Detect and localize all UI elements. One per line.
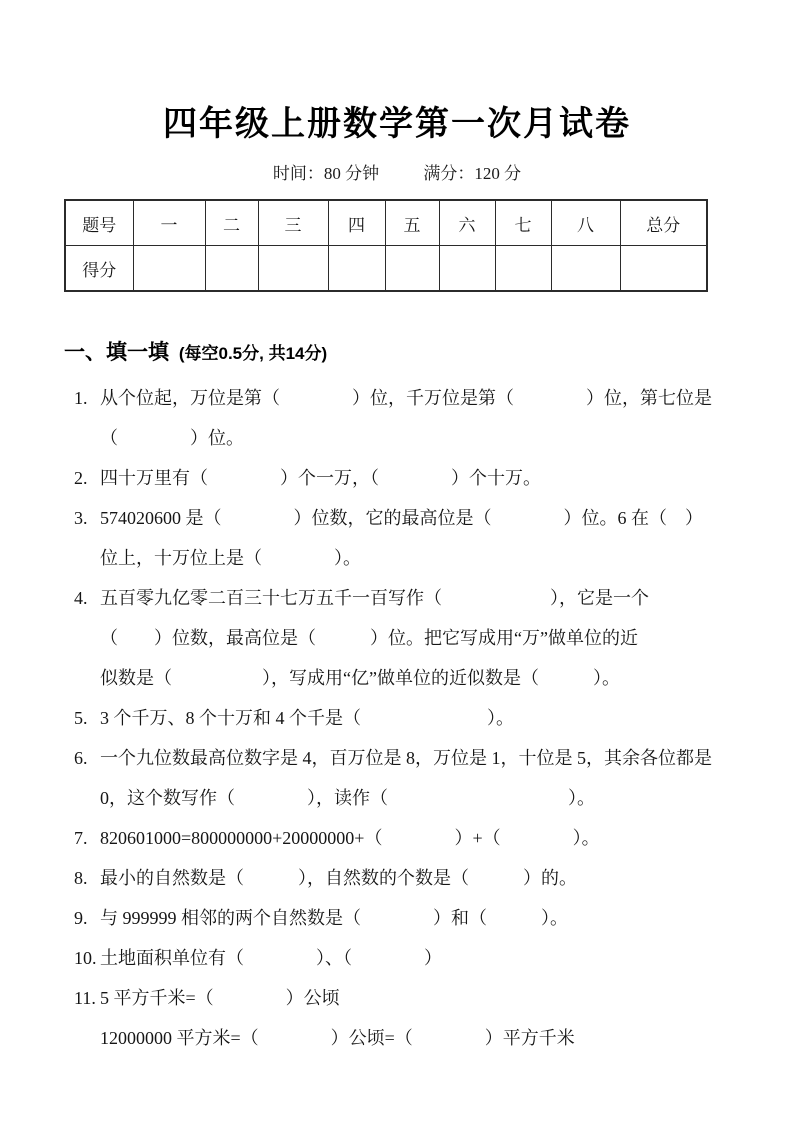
question-number: 9.	[74, 908, 88, 928]
question-line-cont	[100, 618, 730, 658]
score-table-value-4	[328, 246, 385, 292]
question-number: 2.	[74, 468, 88, 488]
question-line-first	[74, 458, 730, 498]
question	[74, 498, 730, 578]
question-line-cont	[100, 778, 730, 818]
question-line-first	[74, 578, 730, 618]
question-text: 0，这个数写作（ ），读作（ ）。	[100, 788, 595, 808]
question-line-cont	[100, 538, 730, 578]
exam-time: 时间：80 分钟	[272, 164, 380, 183]
question-text: 最小的自然数是（ ），自然数的个数是（ ）的。	[100, 868, 577, 888]
question	[74, 978, 730, 1058]
score-table	[64, 199, 708, 292]
score-table-value-2	[205, 246, 258, 292]
score-table-column-1: 一	[133, 200, 205, 246]
question	[74, 858, 730, 898]
question-line-first	[74, 698, 730, 738]
question-line-cont	[100, 658, 730, 698]
score-table-column-7: 七	[495, 200, 551, 246]
score-table-value-3	[258, 246, 328, 292]
question-text: 四十万里有（ ）个一万，（ ）个十万。	[100, 468, 541, 488]
question-text: 5 平方千米=（ ）公顷	[100, 988, 340, 1008]
question-number: 5.	[74, 708, 88, 728]
question-text: （ ）位。	[100, 428, 244, 448]
question-text: 土地面积单位有（ ）、（ ）	[100, 948, 442, 968]
question-text: 从个位起，万位是第（ ）位，千万位是第（ ）位，第七位是	[100, 388, 712, 408]
question	[74, 578, 730, 698]
question-number: 4.	[74, 588, 88, 608]
section-title: 一、填一填	[64, 341, 169, 364]
question-number: 8.	[74, 868, 88, 888]
question-number: 11.	[74, 988, 96, 1008]
question-text: 位上，十万位上是（ ）。	[100, 548, 361, 568]
question	[74, 698, 730, 738]
question-line-first	[74, 938, 730, 978]
question-line-first	[74, 378, 730, 418]
question	[74, 738, 730, 818]
question-line-first	[74, 898, 730, 938]
question	[74, 898, 730, 938]
score-table-column-8: 八	[551, 200, 620, 246]
section-note: (每空0.5分, 共14分)	[178, 344, 328, 363]
questions-list	[74, 378, 730, 1058]
question-text: 12000000 平方米=（ ）公顷=（ ）平方千米	[100, 1028, 575, 1048]
question-number: 7.	[74, 828, 88, 848]
question-number: 6.	[74, 748, 88, 768]
question	[74, 378, 730, 458]
question-text: （ ）位数，最高位是（ ）位。把它写成用“万”做单位的近	[100, 628, 638, 648]
question-number: 10.	[74, 948, 97, 968]
question-text: 似数是（ ），写成用“亿”做单位的近似数是（ ）。	[100, 668, 620, 688]
score-table-value-9	[620, 246, 707, 292]
question-line-first	[74, 738, 730, 778]
question	[74, 938, 730, 978]
score-table-column-5: 五	[385, 200, 439, 246]
question-line-first	[74, 498, 730, 538]
exam-meta	[64, 159, 730, 184]
score-table-column-4: 四	[328, 200, 385, 246]
score-table-column-3: 三	[258, 200, 328, 246]
question-text: 五百零九亿零二百三十七万五千一百写作（ ），它是一个	[100, 588, 649, 608]
score-table-value-5	[385, 246, 439, 292]
score-table-row-label: 得分	[65, 246, 133, 292]
question-text: 574020600 是（ ）位数，它的最高位是（ ）位。6 在（ ）	[100, 508, 703, 528]
question-line-first	[74, 978, 730, 1018]
score-table-value-1	[133, 246, 205, 292]
page-title: 四年级上册数学第一次月试卷	[163, 105, 631, 143]
question-text: 一个九位数最高位数字是 4，百万位是 8，万位是 1，十位是 5，其余各位都是	[100, 748, 712, 768]
score-table-column-2: 二	[205, 200, 258, 246]
question-line-first	[74, 818, 730, 858]
score-table-column-6: 六	[439, 200, 495, 246]
question-text: 与 999999 相邻的两个自然数是（ ）和（ ）。	[100, 908, 568, 928]
question-number: 3.	[74, 508, 88, 528]
score-table-value-7	[495, 246, 551, 292]
score-table-value-8	[551, 246, 620, 292]
question-text: 3 个千万、8 个十万和 4 个千是（ ）。	[100, 708, 514, 728]
score-table-value-6	[439, 246, 495, 292]
score-table-column-9: 总分	[620, 200, 707, 246]
score-table-header-row	[65, 200, 707, 246]
question-line-cont	[100, 1018, 730, 1058]
score-table-value-row	[65, 246, 707, 292]
question-line-first	[74, 858, 730, 898]
question-text: 820601000=800000000+20000000+（ ）+（ ）。	[100, 828, 600, 848]
question	[74, 458, 730, 498]
question-number: 1.	[74, 388, 88, 408]
score-table-header-label: 题号	[65, 200, 133, 246]
exam-full-score: 满分：120 分	[423, 164, 522, 183]
section-heading	[64, 336, 730, 366]
question-line-cont	[100, 418, 730, 458]
question	[74, 818, 730, 858]
